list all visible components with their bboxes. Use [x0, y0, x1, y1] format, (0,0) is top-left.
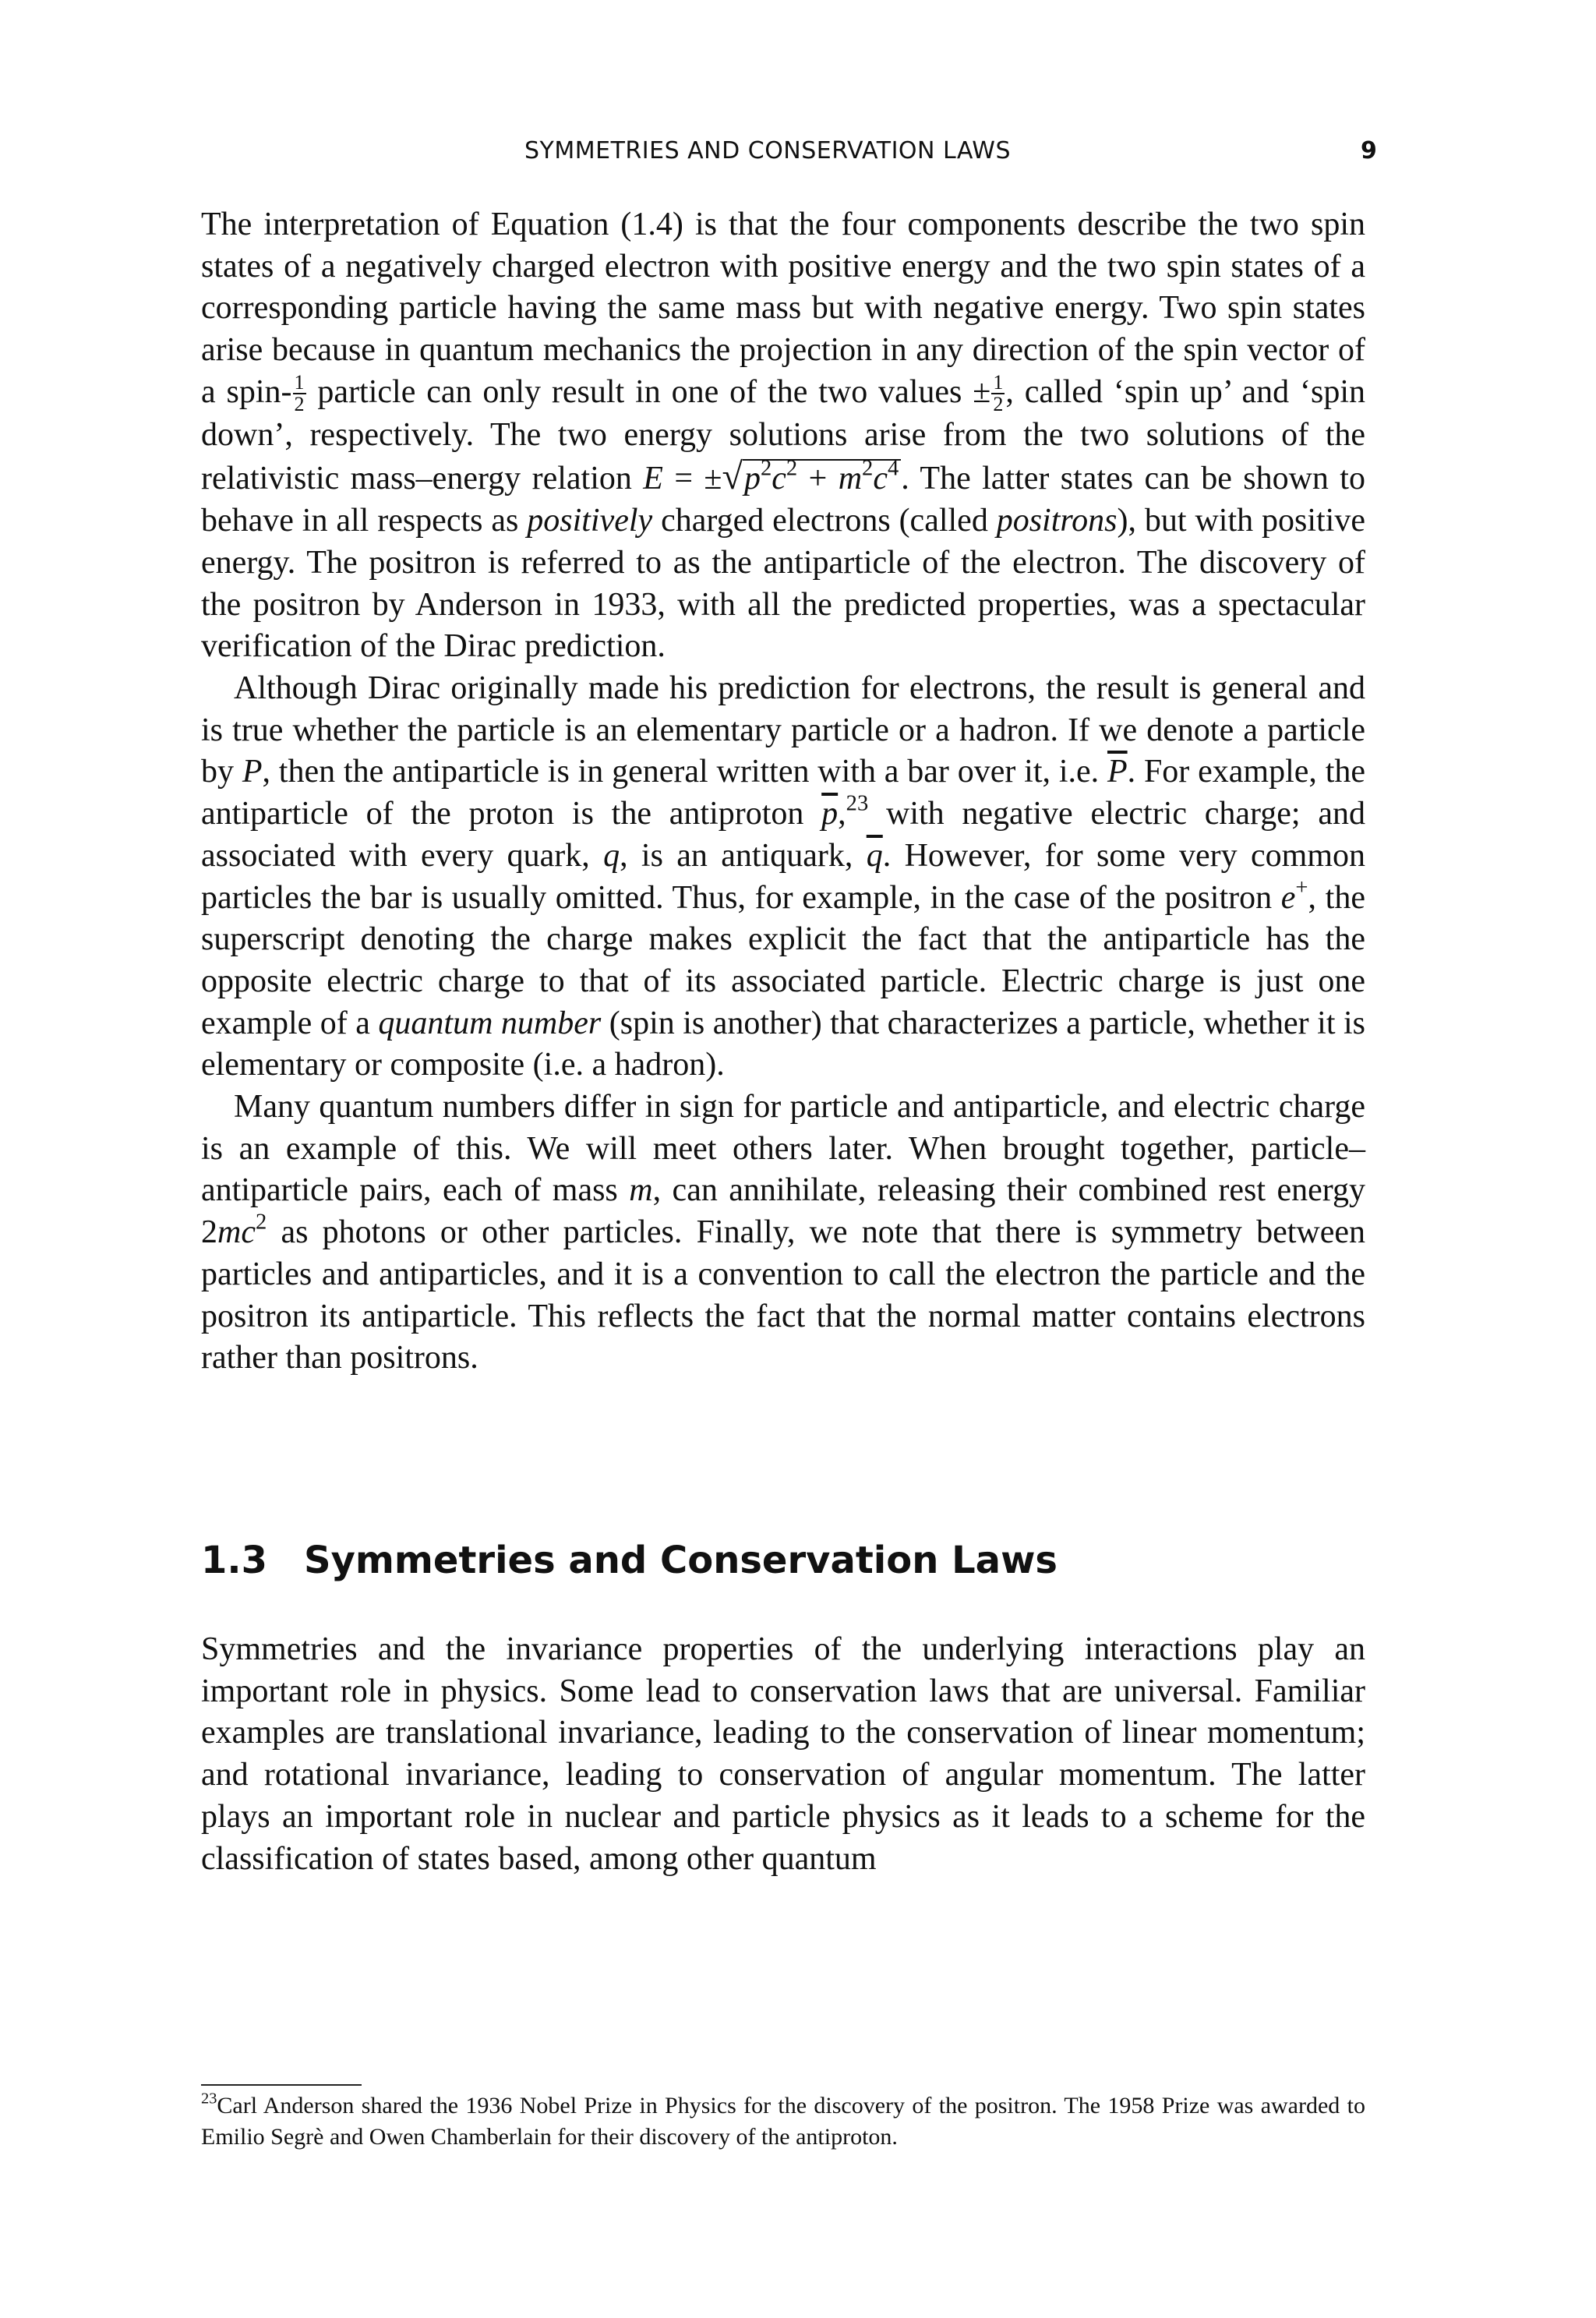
- page-number: 9: [1361, 137, 1378, 164]
- paragraph-quantum-numbers: Many quantum numbers differ in sign for particle and antiparticle, and electric charge is an example of this. We will meet others later. When brought together, particle–antiparticle pairs, each of mass m, can annihilate, releasing their combined rest energy $2mc^2$ as photons or other particles. Finally, we note that there is symmetry between particles and antiparticles, and it is a convention to call the electron the particle and the positron its antiparticle. This reflects the fact that the normal matter contains electrons rather than positrons.: [201, 1089, 1366, 1376]
- fraction-one-half: $\frac{1}{2}$: [993, 370, 1004, 415]
- paragraph-dirac-interpretation: The interpretation of Equation (1.4) is that the four components describe the two spin states of a negatively charged electron with positive energy and the two spin states of a corresponding particle having the same mass but with negative energy. Two spin states arise because in quantum mechanics the projection in any direction of the spin vector of a spin- $\frac{1}{2}$ particle can only result in one of the two values ± $\frac{1}{2}$ , called ‘spin up’ and ‘spin down’, respectively. The two energy solutions arise from the two solutions of the relativistic mass–energy relation $E = \pm√p^2c^2 + m^2c^4$. The latter states can be shown to behave in all respects as positively charged electrons (called positrons), but with positive energy. The positron is referred to as the antiparticle of the electron. The discovery of the positron by Anderson in 1933, with all the predicted properties, was a spectacular verification of the Dirac prediction.: [201, 207, 1365, 665]
- antiquark-symbol: $\overline{q}$: [866, 837, 883, 874]
- footnote-reference: 23: [846, 791, 869, 816]
- square-root: $√p^2c^2 + m^2c^4$: [722, 461, 901, 496]
- fraction-one-half: $\frac{1}{2}$: [294, 370, 305, 415]
- body-text-bottom: [201, 1629, 1365, 1880]
- paragraph-antiparticles: Although Dirac originally made his prediction for electrons, the result is general and is true whether the particle is an elementary particle or a hadron. If we denote a particle by P, then the antiparticle is in general written with a bar over it, i.e. $\overline{P}$. For example, the antiparticle of the proton is the antiproton $\overline{p},^{23}$ with negative electric charge; and associated with every quark, q, is an antiquark, $\overline{q}$. However, for some very common particles the bar is usually omitted. Thus, for example, in the case of the positron e+, the superscript denoting the charge makes explicit the fact that the antiparticle has the opposite electric charge to that of its associated particle. Electric charge is just one example of a quantum number (spin is another) that characterizes a particle, whether it is elementary or composite (i.e. a hadron).: [201, 670, 1366, 1083]
- section-number: 1.3: [201, 1539, 268, 1582]
- section-title: Symmetries and Conservation Laws: [304, 1539, 1058, 1582]
- antiproton-symbol: $\overline{p}$: [821, 796, 839, 832]
- emphasis-positrons: positrons: [996, 503, 1118, 539]
- p-bar-symbol: $\overline{P}$: [1107, 754, 1128, 790]
- mass-energy-relation: $E = \pm√p^2c^2 + m^2c^4$: [643, 461, 901, 496]
- emphasis-positively: positively: [527, 503, 653, 539]
- footnote-mark: 23: [201, 2090, 217, 2108]
- emphasis-quantum-number: quantum number: [378, 1005, 602, 1041]
- paragraph-symmetries: Symmetries and the invariance properties of the underlying interactions play an important role in physics. Some lead to conservation laws that are universal. Familiar examples are translational invariance, leading to the conservation of linear momentum; and rotational invariance, leading to conservation of angular momentum. The latter plays an important role in nuclear and particle physics as it leads to a scheme for the classification of states based, among other quantum: [201, 1631, 1365, 1877]
- footnote: [201, 2090, 1365, 2153]
- running-head-title: SYMMETRIES AND CONSERVATION LAWS: [524, 137, 1011, 164]
- footnote-rule: [201, 2084, 362, 2086]
- section-heading: [201, 1539, 1058, 1582]
- footnote-text: Carl Anderson shared the 1936 Nobel Prize in Physics for the discovery of the positron. The 1958 Prize was awarded to Emilio Segrè and Owen Chamberlain for their discovery of the antiproton.: [201, 2093, 1365, 2150]
- body-text-top: [201, 204, 1365, 1380]
